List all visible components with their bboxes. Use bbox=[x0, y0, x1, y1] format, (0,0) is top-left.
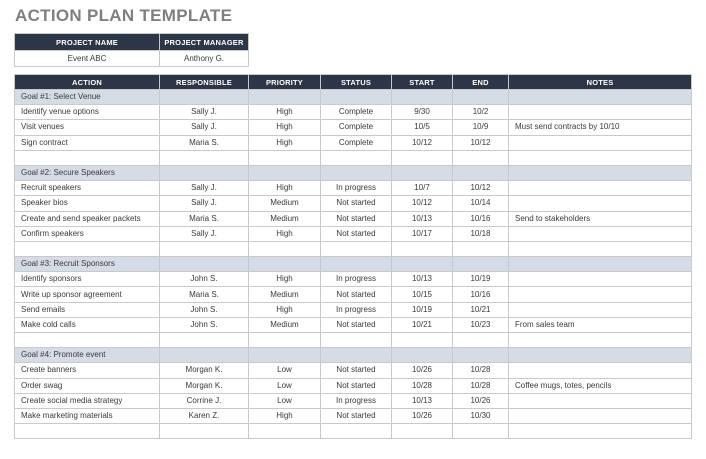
blank-cell[interactable] bbox=[392, 241, 453, 256]
priority-cell[interactable]: Medium bbox=[249, 287, 321, 302]
blank-cell[interactable] bbox=[249, 333, 321, 348]
responsible-cell[interactable]: Corrine J. bbox=[160, 393, 249, 408]
action-cell[interactable]: Send emails bbox=[15, 302, 160, 317]
status-cell[interactable]: In progress bbox=[321, 272, 392, 287]
notes-cell[interactable] bbox=[509, 226, 692, 241]
notes-cell[interactable] bbox=[509, 408, 692, 423]
blank-cell[interactable] bbox=[509, 241, 692, 256]
start-cell[interactable]: 10/12 bbox=[392, 135, 453, 150]
table-body bbox=[15, 90, 692, 439]
table-row bbox=[15, 211, 692, 226]
goal-empty-cell[interactable] bbox=[249, 348, 321, 363]
table-row bbox=[15, 226, 692, 241]
column-header-status: STATUS bbox=[321, 75, 392, 90]
project-header-row bbox=[15, 34, 249, 51]
blank-cell[interactable] bbox=[249, 241, 321, 256]
end-cell[interactable]: 10/16 bbox=[453, 211, 509, 226]
table-row bbox=[15, 378, 692, 393]
blank-row bbox=[15, 333, 692, 348]
goal-label-cell[interactable]: Goal #4: Promote event bbox=[15, 348, 160, 363]
blank-cell[interactable] bbox=[392, 424, 453, 439]
table-row bbox=[15, 302, 692, 317]
blank-cell[interactable] bbox=[453, 333, 509, 348]
action-cell[interactable]: Make cold calls bbox=[15, 317, 160, 332]
blank-cell[interactable] bbox=[509, 150, 692, 165]
priority-cell[interactable]: Medium bbox=[249, 317, 321, 332]
table-row bbox=[15, 196, 692, 211]
status-cell[interactable]: Complete bbox=[321, 120, 392, 135]
start-cell[interactable]: 10/26 bbox=[392, 363, 453, 378]
action-cell[interactable]: Create social media strategy bbox=[15, 393, 160, 408]
end-cell[interactable]: 10/26 bbox=[453, 393, 509, 408]
responsible-cell[interactable]: Maria S. bbox=[160, 287, 249, 302]
responsible-cell[interactable]: Sally J. bbox=[160, 181, 249, 196]
blank-row bbox=[15, 424, 692, 439]
table-row bbox=[15, 363, 692, 378]
goal-empty-cell[interactable] bbox=[160, 90, 249, 105]
goal-empty-cell[interactable] bbox=[453, 165, 509, 180]
notes-cell[interactable] bbox=[509, 363, 692, 378]
project-name-header: PROJECT NAME bbox=[15, 34, 160, 51]
table-row bbox=[15, 408, 692, 423]
status-cell[interactable]: Not started bbox=[321, 287, 392, 302]
start-cell[interactable]: 10/13 bbox=[392, 272, 453, 287]
goal-label-cell[interactable]: Goal #1: Select Venue bbox=[15, 90, 160, 105]
responsible-cell[interactable]: Maria S. bbox=[160, 211, 249, 226]
goal-empty-cell[interactable] bbox=[453, 257, 509, 272]
goal-row bbox=[15, 90, 692, 105]
end-cell[interactable]: 10/30 bbox=[453, 408, 509, 423]
responsible-cell[interactable]: Karen Z. bbox=[160, 408, 249, 423]
goal-row bbox=[15, 348, 692, 363]
goal-empty-cell[interactable] bbox=[321, 90, 392, 105]
column-header-priority: PRIORITY bbox=[249, 75, 321, 90]
goal-empty-cell[interactable] bbox=[509, 165, 692, 180]
notes-cell[interactable] bbox=[509, 272, 692, 287]
action-cell[interactable]: Visit venues bbox=[15, 120, 160, 135]
responsible-cell[interactable]: Sally J. bbox=[160, 196, 249, 211]
goal-label-cell[interactable]: Goal #3: Recruit Sponsors bbox=[15, 257, 160, 272]
blank-cell[interactable] bbox=[15, 333, 160, 348]
end-cell[interactable]: 10/18 bbox=[453, 226, 509, 241]
start-cell[interactable]: 10/12 bbox=[392, 196, 453, 211]
column-header-notes: NOTES bbox=[509, 75, 692, 90]
notes-cell[interactable] bbox=[509, 393, 692, 408]
column-header-start: START bbox=[392, 75, 453, 90]
priority-cell[interactable]: Medium bbox=[249, 211, 321, 226]
priority-cell[interactable]: High bbox=[249, 120, 321, 135]
start-cell[interactable]: 10/13 bbox=[392, 211, 453, 226]
priority-cell[interactable]: High bbox=[249, 181, 321, 196]
page-title: ACTION PLAN TEMPLATE bbox=[15, 6, 233, 25]
responsible-cell[interactable]: Morgan K. bbox=[160, 378, 249, 393]
priority-cell[interactable]: High bbox=[249, 135, 321, 150]
blank-cell[interactable] bbox=[453, 424, 509, 439]
status-cell[interactable]: Not started bbox=[321, 226, 392, 241]
goal-empty-cell[interactable] bbox=[249, 257, 321, 272]
goal-empty-cell[interactable] bbox=[392, 90, 453, 105]
start-cell[interactable]: 10/21 bbox=[392, 317, 453, 332]
column-header-responsible: RESPONSIBLE bbox=[160, 75, 249, 90]
project-value-row bbox=[15, 51, 249, 67]
start-cell[interactable]: 10/7 bbox=[392, 181, 453, 196]
goal-empty-cell[interactable] bbox=[509, 90, 692, 105]
start-cell[interactable]: 10/28 bbox=[392, 378, 453, 393]
status-cell[interactable]: Complete bbox=[321, 135, 392, 150]
project-info-table bbox=[14, 33, 249, 67]
action-cell[interactable]: Identify venue options bbox=[15, 105, 160, 120]
blank-row bbox=[15, 150, 692, 165]
action-cell[interactable]: Create and send speaker packets bbox=[15, 211, 160, 226]
blank-cell[interactable] bbox=[509, 424, 692, 439]
end-cell[interactable]: 10/23 bbox=[453, 317, 509, 332]
start-cell[interactable]: 10/17 bbox=[392, 226, 453, 241]
action-cell[interactable]: Order swag bbox=[15, 378, 160, 393]
notes-cell[interactable] bbox=[509, 181, 692, 196]
column-header-end: END bbox=[453, 75, 509, 90]
priority-cell[interactable]: Medium bbox=[249, 196, 321, 211]
blank-cell[interactable] bbox=[160, 241, 249, 256]
goal-empty-cell[interactable] bbox=[392, 165, 453, 180]
end-cell[interactable]: 10/12 bbox=[453, 135, 509, 150]
start-cell[interactable]: 9/30 bbox=[392, 105, 453, 120]
action-cell[interactable]: Write up sponsor agreement bbox=[15, 287, 160, 302]
blank-cell[interactable] bbox=[15, 424, 160, 439]
notes-cell[interactable]: Coffee mugs, totes, pencils bbox=[509, 378, 692, 393]
status-cell[interactable]: Not started bbox=[321, 363, 392, 378]
responsible-cell[interactable]: Maria S. bbox=[160, 135, 249, 150]
goal-empty-cell[interactable] bbox=[160, 165, 249, 180]
table-row bbox=[15, 105, 692, 120]
table-row bbox=[15, 317, 692, 332]
status-cell[interactable]: In progress bbox=[321, 181, 392, 196]
end-cell[interactable]: 10/14 bbox=[453, 196, 509, 211]
blank-cell[interactable] bbox=[15, 241, 160, 256]
responsible-cell[interactable]: Morgan K. bbox=[160, 363, 249, 378]
goal-empty-cell[interactable] bbox=[509, 257, 692, 272]
project-manager-header: PROJECT MANAGER bbox=[160, 34, 249, 51]
notes-cell[interactable] bbox=[509, 302, 692, 317]
priority-cell[interactable]: High bbox=[249, 272, 321, 287]
table-row bbox=[15, 272, 692, 287]
end-cell[interactable]: 10/16 bbox=[453, 287, 509, 302]
end-cell[interactable]: 10/19 bbox=[453, 272, 509, 287]
project-manager-cell[interactable]: Anthony G. bbox=[160, 51, 249, 67]
status-cell[interactable]: Not started bbox=[321, 378, 392, 393]
goal-empty-cell[interactable] bbox=[249, 90, 321, 105]
responsible-cell[interactable]: John S. bbox=[160, 317, 249, 332]
notes-cell[interactable] bbox=[509, 105, 692, 120]
blank-cell[interactable] bbox=[453, 150, 509, 165]
goal-label-cell[interactable]: Goal #2: Secure Speakers bbox=[15, 165, 160, 180]
table-row bbox=[15, 393, 692, 408]
goal-empty-cell[interactable] bbox=[321, 348, 392, 363]
action-cell[interactable]: Recruit speakers bbox=[15, 181, 160, 196]
blank-cell[interactable] bbox=[15, 150, 160, 165]
blank-cell[interactable] bbox=[160, 424, 249, 439]
action-cell[interactable]: Make marketing materials bbox=[15, 408, 160, 423]
end-cell[interactable]: 10/12 bbox=[453, 181, 509, 196]
notes-cell[interactable]: Send to stakeholders bbox=[509, 211, 692, 226]
goal-empty-cell[interactable] bbox=[160, 348, 249, 363]
action-cell[interactable]: Sign contract bbox=[15, 135, 160, 150]
blank-cell[interactable] bbox=[321, 424, 392, 439]
responsible-cell[interactable]: Sally J. bbox=[160, 105, 249, 120]
goal-empty-cell[interactable] bbox=[321, 257, 392, 272]
blank-cell[interactable] bbox=[249, 150, 321, 165]
priority-cell[interactable]: High bbox=[249, 226, 321, 241]
table-row bbox=[15, 181, 692, 196]
action-cell[interactable]: Create banners bbox=[15, 363, 160, 378]
notes-cell[interactable] bbox=[509, 287, 692, 302]
priority-cell[interactable]: Low bbox=[249, 378, 321, 393]
end-cell[interactable]: 10/28 bbox=[453, 378, 509, 393]
end-cell[interactable]: 10/2 bbox=[453, 105, 509, 120]
notes-cell[interactable] bbox=[509, 135, 692, 150]
action-plan-table bbox=[14, 74, 692, 439]
priority-cell[interactable]: High bbox=[249, 408, 321, 423]
blank-cell[interactable] bbox=[453, 241, 509, 256]
action-cell[interactable]: Speaker bios bbox=[15, 196, 160, 211]
goal-row bbox=[15, 165, 692, 180]
action-cell[interactable]: Identify sponsors bbox=[15, 272, 160, 287]
status-cell[interactable]: Not started bbox=[321, 211, 392, 226]
column-header-action: ACTION bbox=[15, 75, 160, 90]
goal-empty-cell[interactable] bbox=[249, 165, 321, 180]
end-cell[interactable]: 10/21 bbox=[453, 302, 509, 317]
goal-empty-cell[interactable] bbox=[392, 257, 453, 272]
goal-empty-cell[interactable] bbox=[160, 257, 249, 272]
action-cell[interactable]: Confirm speakers bbox=[15, 226, 160, 241]
table-row bbox=[15, 287, 692, 302]
goal-empty-cell[interactable] bbox=[321, 165, 392, 180]
blank-cell[interactable] bbox=[392, 150, 453, 165]
start-cell[interactable]: 10/19 bbox=[392, 302, 453, 317]
goal-row bbox=[15, 257, 692, 272]
priority-cell[interactable]: Low bbox=[249, 393, 321, 408]
blank-cell[interactable] bbox=[321, 333, 392, 348]
status-cell[interactable]: In progress bbox=[321, 302, 392, 317]
table-header-row bbox=[15, 75, 692, 90]
start-cell[interactable]: 10/13 bbox=[392, 393, 453, 408]
notes-cell[interactable] bbox=[509, 196, 692, 211]
status-cell[interactable]: In progress bbox=[321, 393, 392, 408]
blank-cell[interactable] bbox=[392, 333, 453, 348]
end-cell[interactable]: 10/28 bbox=[453, 363, 509, 378]
start-cell[interactable]: 10/15 bbox=[392, 287, 453, 302]
goal-empty-cell[interactable] bbox=[392, 348, 453, 363]
blank-cell[interactable] bbox=[249, 424, 321, 439]
goal-empty-cell[interactable] bbox=[453, 90, 509, 105]
start-cell[interactable]: 10/26 bbox=[392, 408, 453, 423]
blank-cell[interactable] bbox=[321, 241, 392, 256]
table-row bbox=[15, 120, 692, 135]
notes-cell[interactable]: From sales team bbox=[509, 317, 692, 332]
responsible-cell[interactable]: John S. bbox=[160, 302, 249, 317]
blank-cell[interactable] bbox=[160, 333, 249, 348]
responsible-cell[interactable]: John S. bbox=[160, 272, 249, 287]
goal-empty-cell[interactable] bbox=[509, 348, 692, 363]
status-cell[interactable]: Complete bbox=[321, 105, 392, 120]
priority-cell[interactable]: Low bbox=[249, 363, 321, 378]
project-name-cell[interactable]: Event ABC bbox=[15, 51, 160, 67]
status-cell[interactable]: Not started bbox=[321, 317, 392, 332]
status-cell[interactable]: Not started bbox=[321, 196, 392, 211]
priority-cell[interactable]: High bbox=[249, 105, 321, 120]
notes-cell[interactable]: Must send contracts by 10/10 bbox=[509, 120, 692, 135]
blank-cell[interactable] bbox=[509, 333, 692, 348]
responsible-cell[interactable]: Sally J. bbox=[160, 120, 249, 135]
table-row bbox=[15, 135, 692, 150]
responsible-cell[interactable]: Sally J. bbox=[160, 226, 249, 241]
status-cell[interactable]: Not started bbox=[321, 408, 392, 423]
blank-cell[interactable] bbox=[160, 150, 249, 165]
start-cell[interactable]: 10/5 bbox=[392, 120, 453, 135]
blank-row bbox=[15, 241, 692, 256]
priority-cell[interactable]: High bbox=[249, 302, 321, 317]
end-cell[interactable]: 10/9 bbox=[453, 120, 509, 135]
blank-cell[interactable] bbox=[321, 150, 392, 165]
goal-empty-cell[interactable] bbox=[453, 348, 509, 363]
